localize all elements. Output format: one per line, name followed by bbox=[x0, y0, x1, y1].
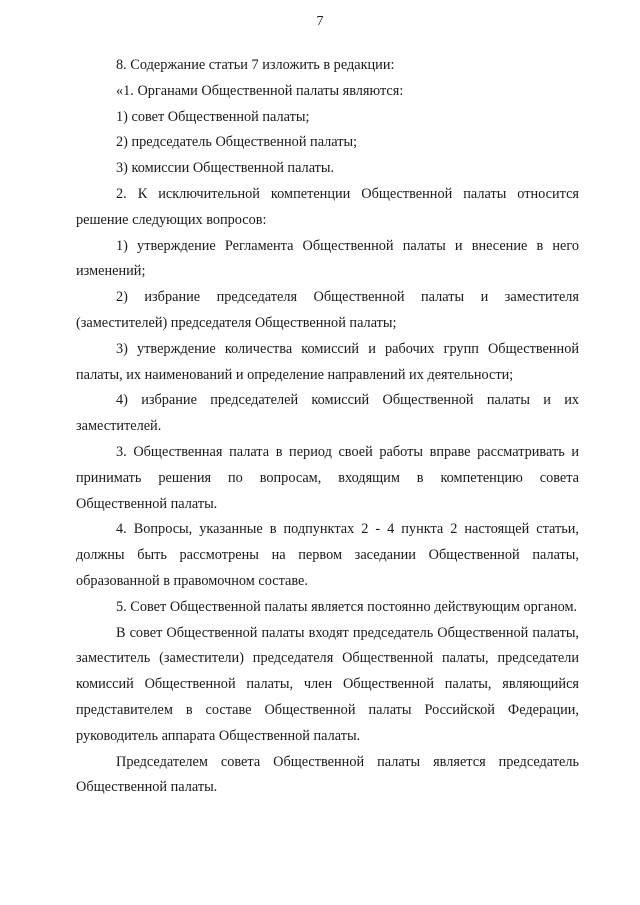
list-item-council: 1) совет Общественной палаты; bbox=[116, 108, 310, 125]
paragraph-first-session: 4. Вопросы, указанные в подпунктах 2 - 4 пункта 2 настоящей статьи, должны быть рассмотрены на первом заседании Общественной палаты, образованной в правомочном составе. bbox=[76, 521, 579, 589]
paragraph-bodies-heading: «1. Органами Общественной палаты являются: bbox=[116, 82, 404, 99]
paragraph-council-members: В совет Общественной палаты входят председатель Общественной палаты, заместитель (заместители) председателя Общественной палаты, председатели комиссий Общественной палаты, член Общественной палаты, являющийся представителем в составе Общественной палаты Российской Федерации, руководитель аппарата Общественной палаты. bbox=[76, 624, 579, 744]
paragraph-exclusive-competence: 2. К исключительной компетенции Общественной палаты относится решение следующих вопросов: bbox=[76, 185, 579, 228]
list-item-regulations: 1) утверждение Регламента Общественной палаты и внесение в него изменений; bbox=[76, 237, 579, 280]
list-item-commission-count: 3) утверждение количества комиссий и рабочих групп Общественной палаты, их наименований и определение направлений их деятельности; bbox=[76, 340, 579, 383]
list-item-election-chairman: 2) избрание председателя Общественной палаты и заместителя (заместителей) председателя Общественной палаты; bbox=[76, 289, 579, 331]
document-body bbox=[76, 53, 579, 801]
paragraph-council-permanent: 5. Совет Общественной палаты является постоянно действующим органом. bbox=[116, 598, 578, 615]
page-number: 7 bbox=[316, 14, 324, 29]
list-item-election-commission-chairs: 4) избрание председателей комиссий Общественной палаты и их заместителей. bbox=[76, 392, 579, 435]
paragraph-amendment-intro: 8. Содержание статьи 7 изложить в редакции: bbox=[116, 57, 395, 73]
list-item-commissions: 3) комиссии Общественной палаты. bbox=[116, 160, 335, 177]
paragraph-council-chairman: Председателем совета Общественной палаты является председатель Общественной палаты. bbox=[76, 753, 579, 796]
paragraph-chamber-powers: 3. Общественная палата в период своей работы вправе рассматривать и принимать решения по вопросам, входящим в компетенцию совета Общественной палаты. bbox=[76, 443, 579, 512]
list-item-chairman: 2) председатель Общественной палаты; bbox=[116, 134, 358, 151]
